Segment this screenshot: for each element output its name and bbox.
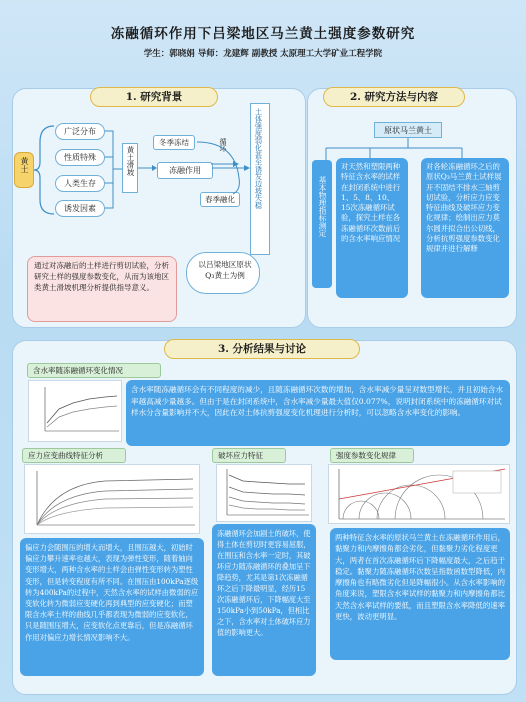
failure-text: 冻融循环会加剧土的破坏，使得土体在剪切时更容易屈服，在围压和含水率一定时，其破坏应力随冻融循环的叠加呈下降趋势，尤其是第1次冻融循环之后下降最明显，经历15次冻融循环后，下降幅度大至150kPa小到50kPa，但相比之下，含水率对土体破坏应力值的影响更大。 [212,524,316,676]
section1-heading: 1. 研究背景 [90,87,218,107]
method-top-box: 原状马兰黄土 [374,122,442,138]
background-note: 通过对冻融后的土样进行剪切试验，分析研究土样的强度参数变化，从而为该地区类黄土滑坡机理分析提供指导意义。 [27,256,177,322]
item-special-nature: 性质特殊 [55,149,105,166]
water-chart [28,380,122,442]
poster-title: 冻融循环作用下吕梁地区马兰黄土强度参数研究 [110,26,416,42]
cycle-spring: 春季融化 [200,192,240,207]
cycle-side-label: 循环 [219,138,227,152]
stress-text: 偏应力会随围压的增大而增大，且围压越大，初始时偏应力攀升速率也越大，表现为弹性变形，随着轴向变形增大，两种含水率的土样会由弹性变形转为塑性变形，但是转变程度有所不同。在围压由100kPa逐级转为400kPa的过程中，天然含水率的试样由微弱的应变软化转为微弱应变硬化再到典型的应变硬化；而塑限含水率土样的曲线几乎都表现为微弱的应变软化，只是随围压增大，应变软化点更靠后，但是冻融循环作用对偏应力增长情况影响不大。 [20,538,204,676]
item-trigger-factor: 诱发因素 [55,200,105,217]
method-box-water: 对天然和塑限两种特征含水率的试样在封闭系统中进行1、5、8、10、15次冻融循环试验，探究土样在各冻融循环次数前后的含水率响应情况 [336,158,408,298]
example-cloud-text: 以吕梁地区原状Q₃黄土为例 [198,260,252,280]
method-box-triaxial: 对各轮冻融循环之后的原状Q₃马兰黄土试样展开不固结不排水三轴剪切试验，分析应力应变特征曲线及破坏应力变化规律；绘制出应力莫尔圆并拟合出公切线，分析抗剪强度参数变化规律并进行解释 [421,158,509,298]
items-connector [105,128,123,210]
section3-heading: 3. 分析结果与讨论 [164,339,360,359]
stress-title: 应力应变曲线特征分析 [22,448,126,463]
physical-index-label: 基本物理指标测定 [318,176,327,237]
param-title: 强度参数变化规律 [330,448,414,463]
cycle-winter: 冬季冻结 [153,135,195,150]
section2-heading: 2. 研究方法与内容 [323,87,465,107]
failure-title: 破坏应力特征 [212,448,286,463]
authors-line: 学生：郭晓娟 导师：龙建辉 副教授 太原理工大学矿业工程学院 [143,49,383,59]
cycle-freeze-thaw: 冻融作用 [157,162,213,179]
item-human-living: 人类生存 [55,175,105,192]
water-text: 含水率随冻融循环会有不同程度的减少，且随冻融循环次数的增加，含水率减少量呈对数型增长，并且初始含水率越高减少量越多。但由于是在封闭系统中，含水率减少量最大值仅0.077%，说明封闭系统中的冻融循环对试样水分含量影响并不大，因此在对土体抗剪强度变化机理进行分析时，可以忽略含水率变化的影响。 [126,380,510,446]
item-wide-distribution: 广泛分布 [55,123,105,140]
slope-label: 黄土滑坡 [126,146,135,176]
water-title: 含水率随冻融循环变化情况 [27,363,161,378]
brace-connector [34,122,56,218]
failure-chart [216,464,312,522]
param-chart [328,464,510,524]
result-label: 土体强度弱化甚至诱发边坡失稳 [254,108,264,209]
slope-arrow [138,164,158,172]
stress-chart [24,464,200,534]
result-arrow [212,164,252,172]
param-text: 两种特征含水率的原状马兰黄土在冻融循环作用后，黏聚力和内摩擦角都会劣化，但黏聚力劣化程度更大，两者在首次冻融循环后下降幅度最大，之后趋于稳定。黏聚力随冻融循环次数呈指数函数型降低，内摩擦角也有略微劣化但是降幅很小。从含水率影响的角度来说，塑限含水率试样的黏聚力和内摩擦角都比天然含水率试样的要低，而且塑限含水率降低的速率更快，波动更明显。 [330,528,510,660]
loess-label: 黄土 [20,157,29,173]
